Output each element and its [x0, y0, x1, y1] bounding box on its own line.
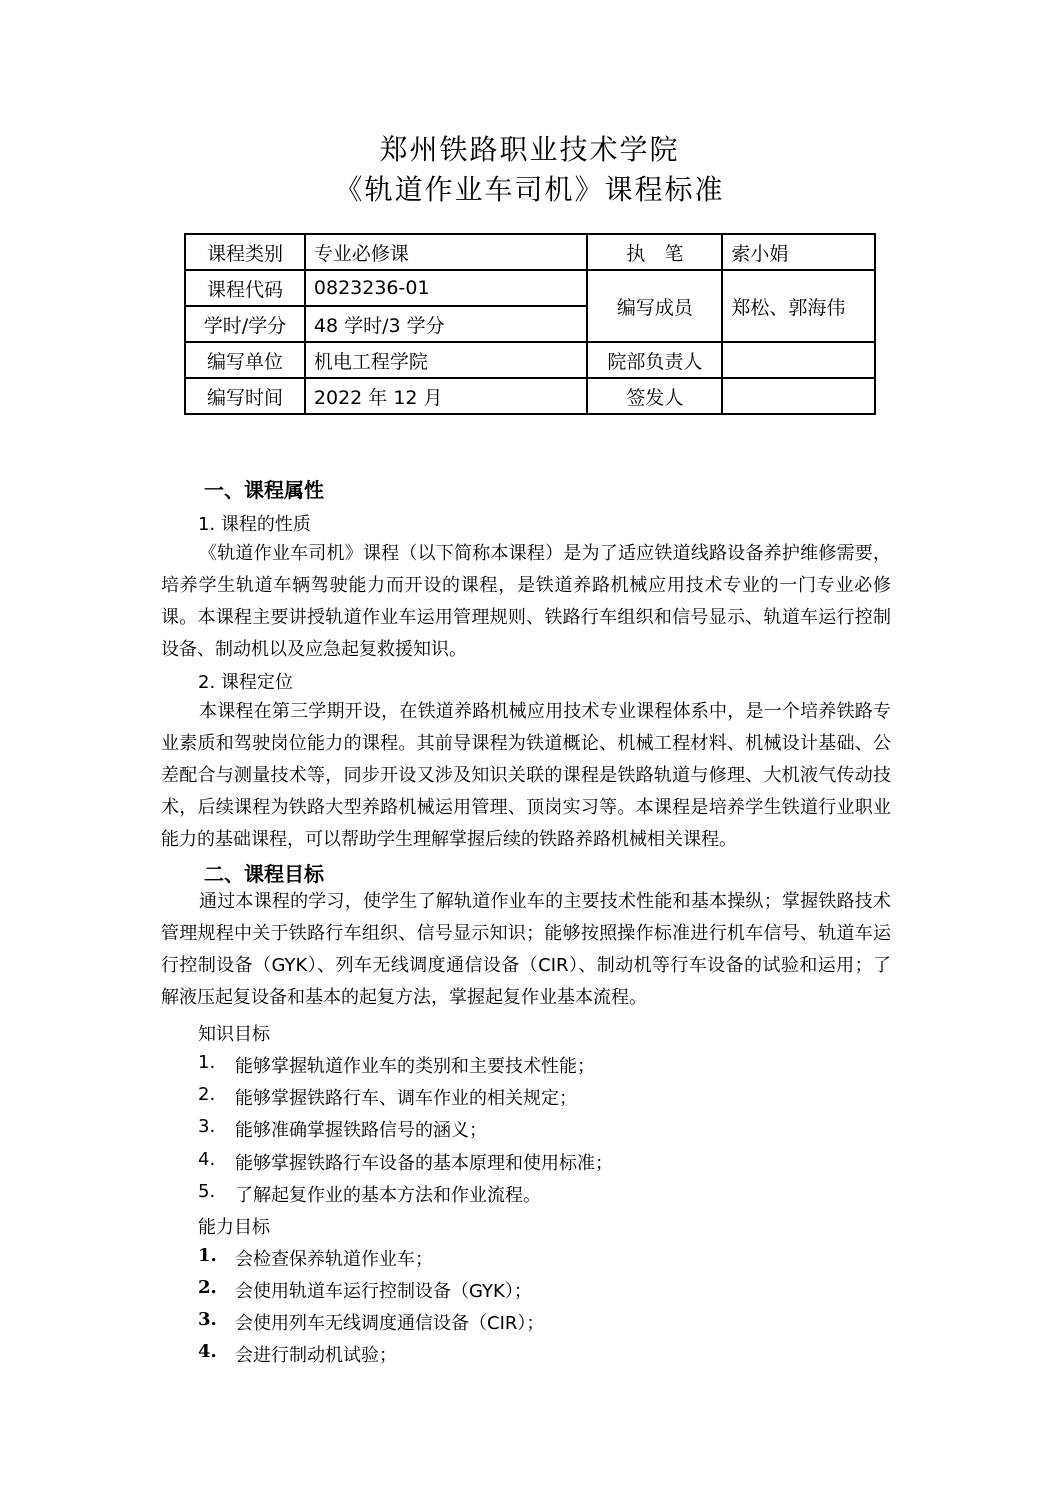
list-number: 2.	[198, 1084, 216, 1105]
unit-value: 机电工程学院	[305, 342, 588, 378]
unit-label: 编写单位	[185, 342, 305, 378]
list-text: 会检查保养轨道作业车；	[235, 1249, 433, 1270]
members-label: 编写成员	[587, 270, 722, 342]
list-number: 5.	[198, 1181, 216, 1202]
document-title: 《轨道作业车司机》课程标准	[334, 173, 725, 206]
list-number: 3.	[198, 1309, 217, 1330]
list-text: 能够掌握铁路行车设备的基本原理和使用标准；	[235, 1153, 613, 1174]
hours-value: 48 学时/3 学分	[305, 306, 588, 342]
table-row	[185, 378, 875, 414]
course-code-value: 0823236-01	[305, 270, 588, 306]
list-number: 1.	[198, 1245, 217, 1266]
members-value: 郑松、郭海伟	[722, 270, 875, 342]
paragraph-course-nature: 《轨道作业车司机》课程（以下简称本课程）是为了适应铁道线路设备养护维修需要，培养学生轨道车辆驾驶能力而开设的课程，是铁道养路机械应用技术专业的一门专业必修课。本课程主要讲授轨道作业车运用管理规则、铁路行车组织和信号显示、轨道车运行控制设备、制动机以及应急起复救援知识。	[161, 543, 891, 660]
issuer-value	[722, 378, 875, 414]
table-row	[185, 234, 875, 270]
list-text: 会使用轨道车运行控制设备（GYK）；	[235, 1281, 532, 1302]
list-number: 2.	[198, 1277, 217, 1298]
section-heading-course-goals: 二、课程目标	[204, 862, 324, 886]
section-heading-course-attributes: 一、课程属性	[204, 478, 324, 502]
time-value: 2022 年 12 月	[305, 378, 588, 414]
paragraph-course-position: 本课程在第三学期开设，在铁道养路机械应用技术专业课程体系中，是一个培养铁路专业素质和驾驶岗位能力的课程。其前导课程为铁道概论、机械工程材料、机械设计基础、公差配合与测量技术等，同步开设又涉及知识关联的课程是铁路轨道与修理、大机液气传动技术，后续课程为铁路大型养路机械运用管理、顶岗实习等。本课程是培养学生铁道行业职业能力的基础课程，可以帮助学生理解掌握后续的铁路养路机械相关课程。	[161, 701, 891, 850]
table-row	[185, 270, 875, 306]
subheading-course-position: 2. 课程定位	[198, 672, 293, 693]
school-name: 郑州铁路职业技术学院	[379, 133, 680, 166]
course-type-value: 专业必修课	[305, 234, 588, 270]
list-text: 会使用列车无线调度通信设备（CIR）；	[235, 1313, 545, 1334]
course-code-label: 课程代码	[185, 270, 305, 306]
list-number: 4.	[198, 1341, 217, 1362]
list-text: 能够掌握轨道作业车的类别和主要技术性能；	[235, 1056, 595, 1077]
dept-head-label: 院部负责人	[587, 342, 722, 378]
list-number: 1.	[198, 1052, 216, 1073]
author-value: 索小娟	[722, 234, 875, 270]
list-text: 能够准确掌握铁路信号的涵义；	[235, 1120, 487, 1141]
course-info-table	[184, 233, 876, 415]
ability-goals-heading: 能力目标	[198, 1217, 270, 1238]
subheading-course-nature: 1. 课程的性质	[198, 514, 311, 535]
hours-label: 学时/学分	[185, 306, 305, 342]
author-label: 执 笔	[587, 234, 722, 270]
table-row	[185, 342, 875, 378]
list-text: 了解起复作业的基本方法和作业流程。	[235, 1185, 541, 1206]
course-type-label: 课程类别	[185, 234, 305, 270]
list-number: 3.	[198, 1116, 216, 1137]
paragraph-course-goals: 通过本课程的学习，使学生了解轨道作业车的主要技术性能和基本操纵；掌握铁路技术管理规程中关于铁路行车组织、信号显示知识；能够按照操作标准进行机车信号、轨道车运行控制设备（GYK）、列车无线调度通信设备（CIR）、制动机等行车设备的试验和运用；了解液压起复设备和基本的起复方法，掌握起复作业基本流程。	[161, 891, 891, 1008]
list-number: 4.	[198, 1149, 216, 1170]
list-text: 能够掌握铁路行车、调车作业的相关规定；	[235, 1088, 577, 1109]
time-label: 编写时间	[185, 378, 305, 414]
knowledge-goals-heading: 知识目标	[198, 1024, 270, 1045]
dept-head-value	[722, 342, 875, 378]
issuer-label: 签发人	[587, 378, 722, 414]
list-text: 会进行制动机试验；	[235, 1345, 397, 1366]
